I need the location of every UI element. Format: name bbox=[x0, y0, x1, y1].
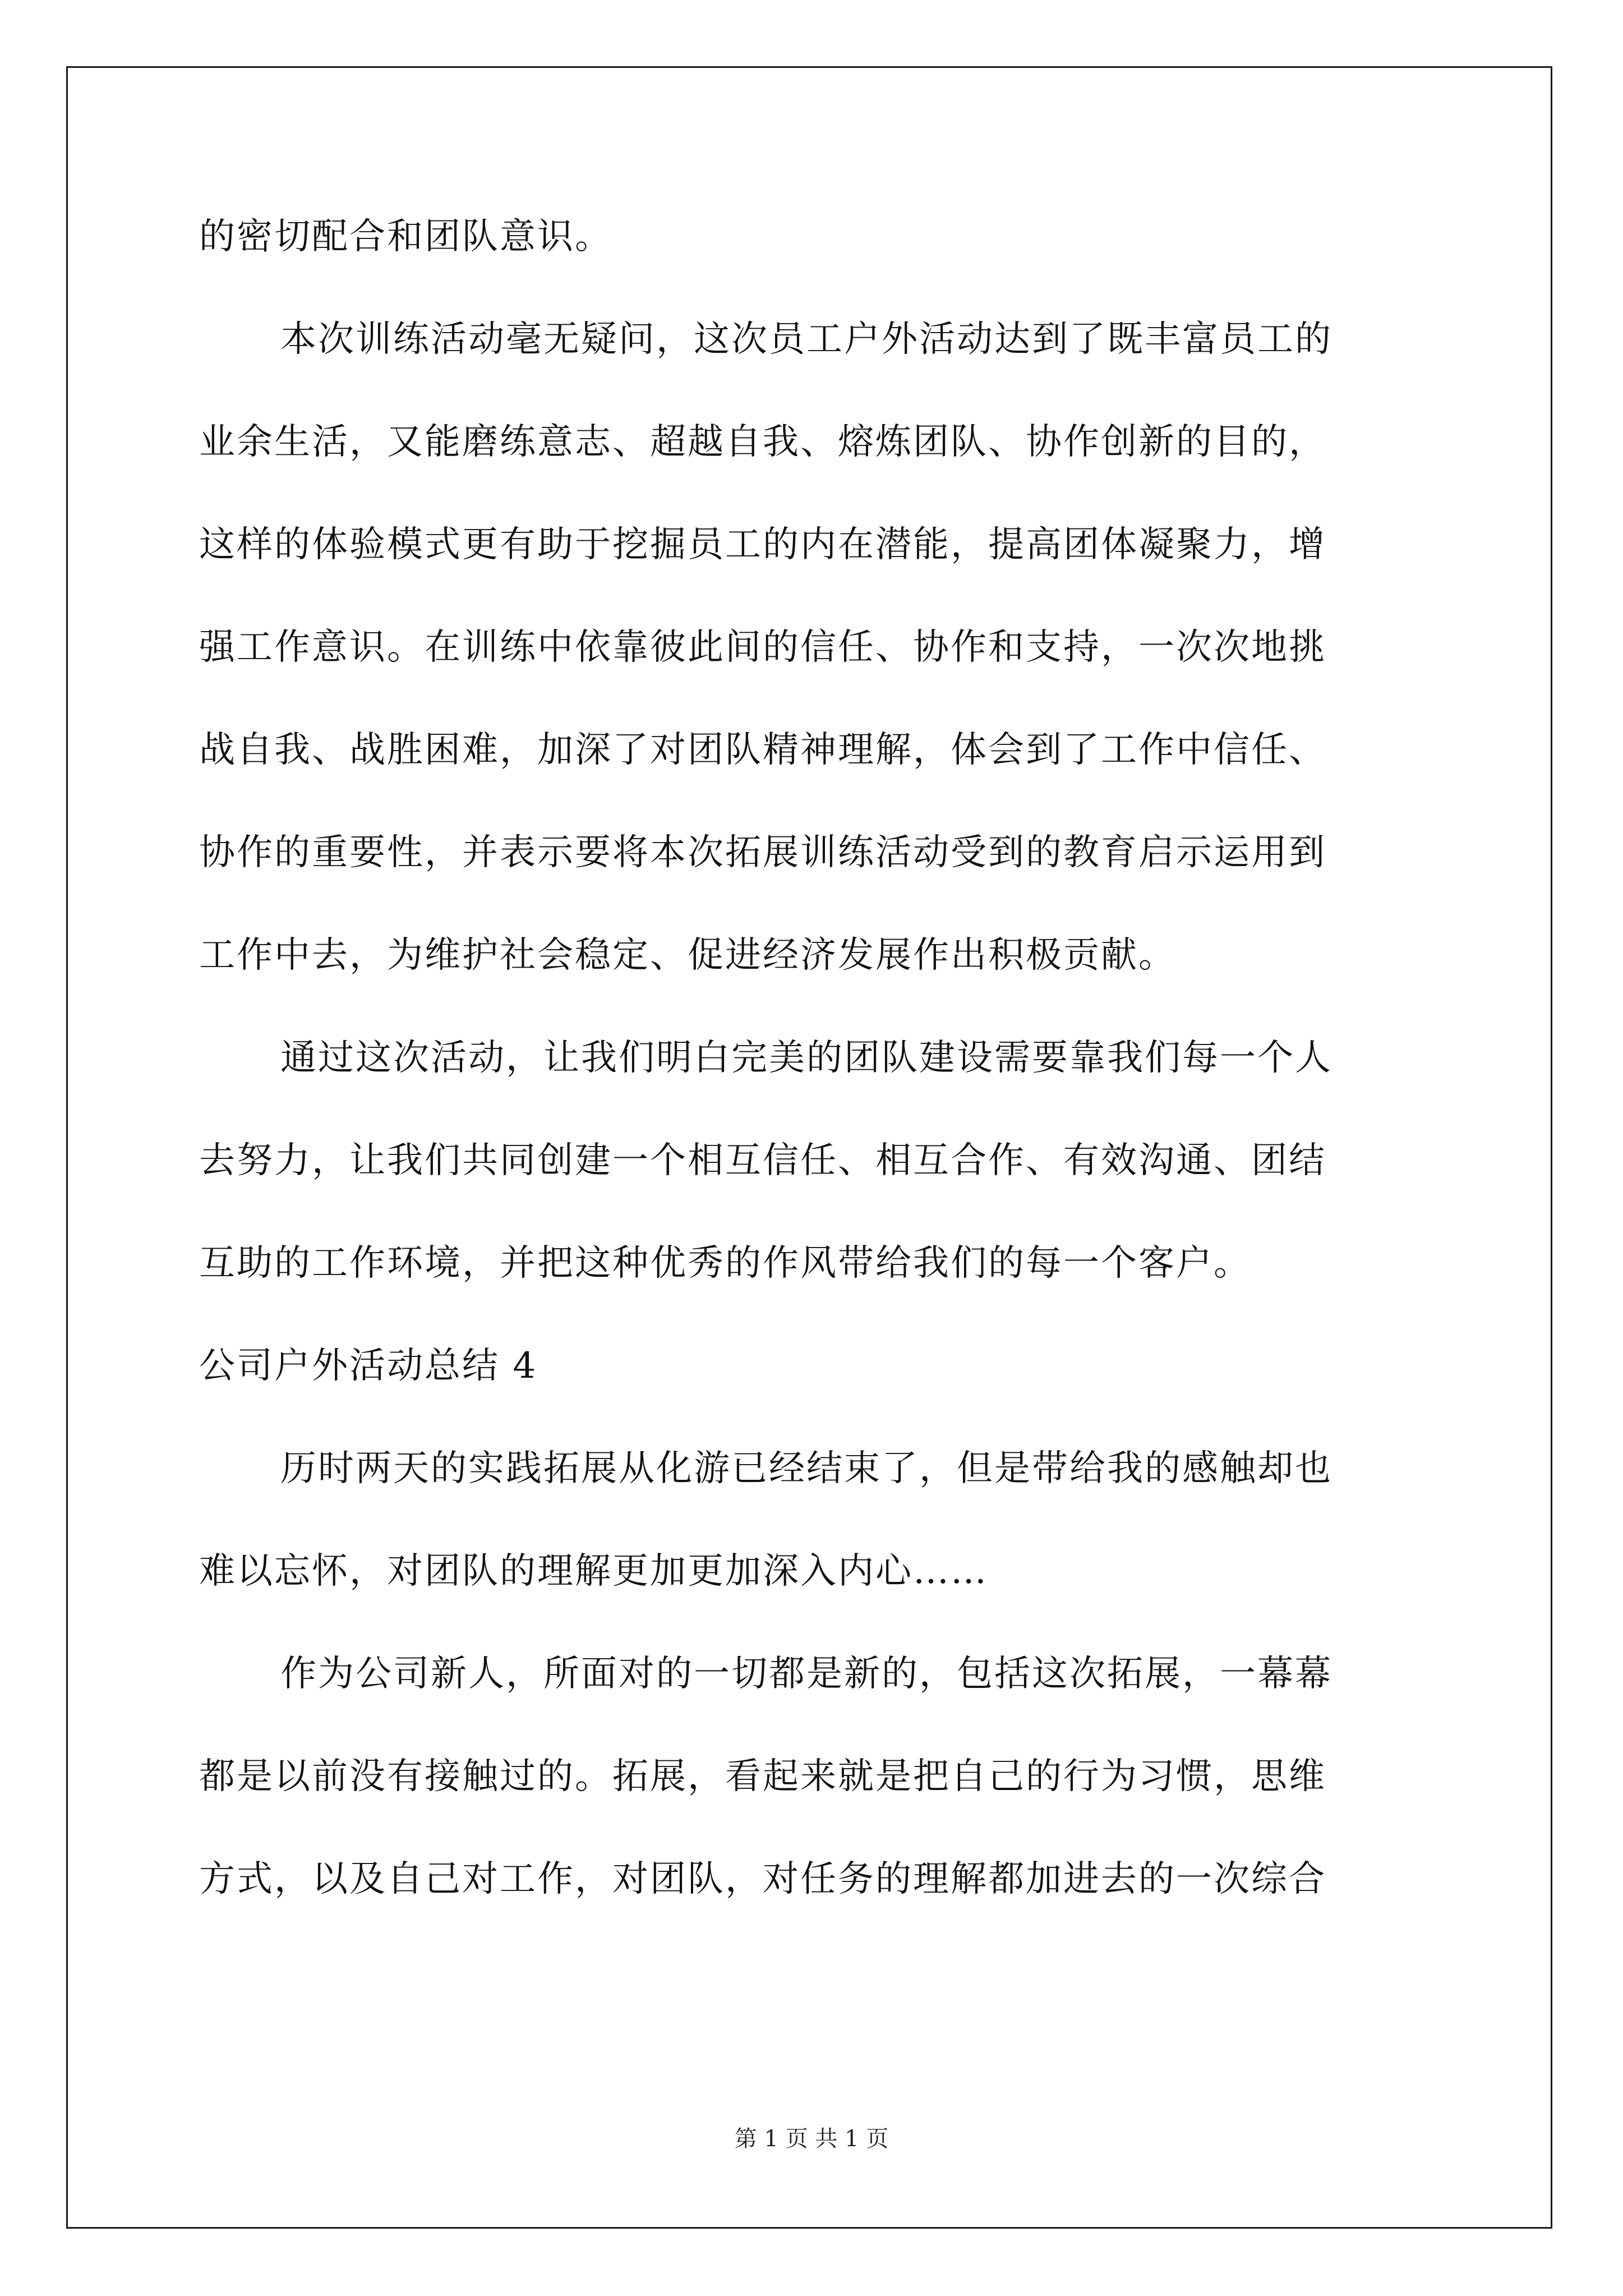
text-line: 方式，以及自己对工作，对团队，对任务的理解都加进去的一次综合 bbox=[199, 1858, 1326, 1900]
text-line: 业余生活，又能磨练意志、超越自我、熔炼团队、协作创新的目的， bbox=[199, 421, 1326, 463]
text-line: 协作的重要性，并表示要将本次拓展训练活动受到的教育启示运用到 bbox=[199, 832, 1326, 873]
text-line: 去努力，让我们共同创建一个相互信任、相互合作、有效沟通、团结 bbox=[199, 1140, 1326, 1181]
paragraph-first-line: 通过这次活动，让我们明白完美的团队建设需要靠我们每一个人 bbox=[280, 1037, 1332, 1079]
page-number-footer: 第 1 页 共 1 页 bbox=[734, 2126, 889, 2152]
text-line: 强工作意识。在训练中依靠彼此间的信任、协作和支持，一次次地挑 bbox=[199, 627, 1326, 668]
paragraph-first-line: 作为公司新人，所面对的一切都是新的，包括这次拓展，一幕幕 bbox=[280, 1653, 1332, 1695]
text-line: 工作中去，为维护社会稳定、促进经济发展作出积极贡献。 bbox=[199, 935, 1176, 976]
text-line: 战自我、战胜困难，加深了对团队精神理解，体会到了工作中信任、 bbox=[199, 729, 1326, 771]
text-line: 互助的工作环境，并把这种优秀的作风带给我们的每一个客户。 bbox=[199, 1243, 1251, 1284]
section-heading: 公司户外活动总结 4 bbox=[199, 1345, 538, 1387]
paragraph-first-line: 本次训练活动毫无疑问，这次员工户外活动达到了既丰富员工的 bbox=[280, 319, 1332, 360]
text-line: 都是以前没有接触过的。拓展，看起来就是把自己的行为习惯，思维 bbox=[199, 1756, 1326, 1797]
paragraph-first-line: 历时两天的实践拓展从化游已经结束了，但是带给我的感触却也 bbox=[280, 1448, 1332, 1489]
text-line: 难以忘怀，对团队的理解更加更加深入内心…… bbox=[199, 1550, 988, 1592]
text-line: 这样的体验模式更有助于挖掘员工的内在潜能，提高团体凝聚力，增 bbox=[199, 524, 1326, 565]
text-line: 的密切配合和团队意识。 bbox=[199, 216, 612, 257]
